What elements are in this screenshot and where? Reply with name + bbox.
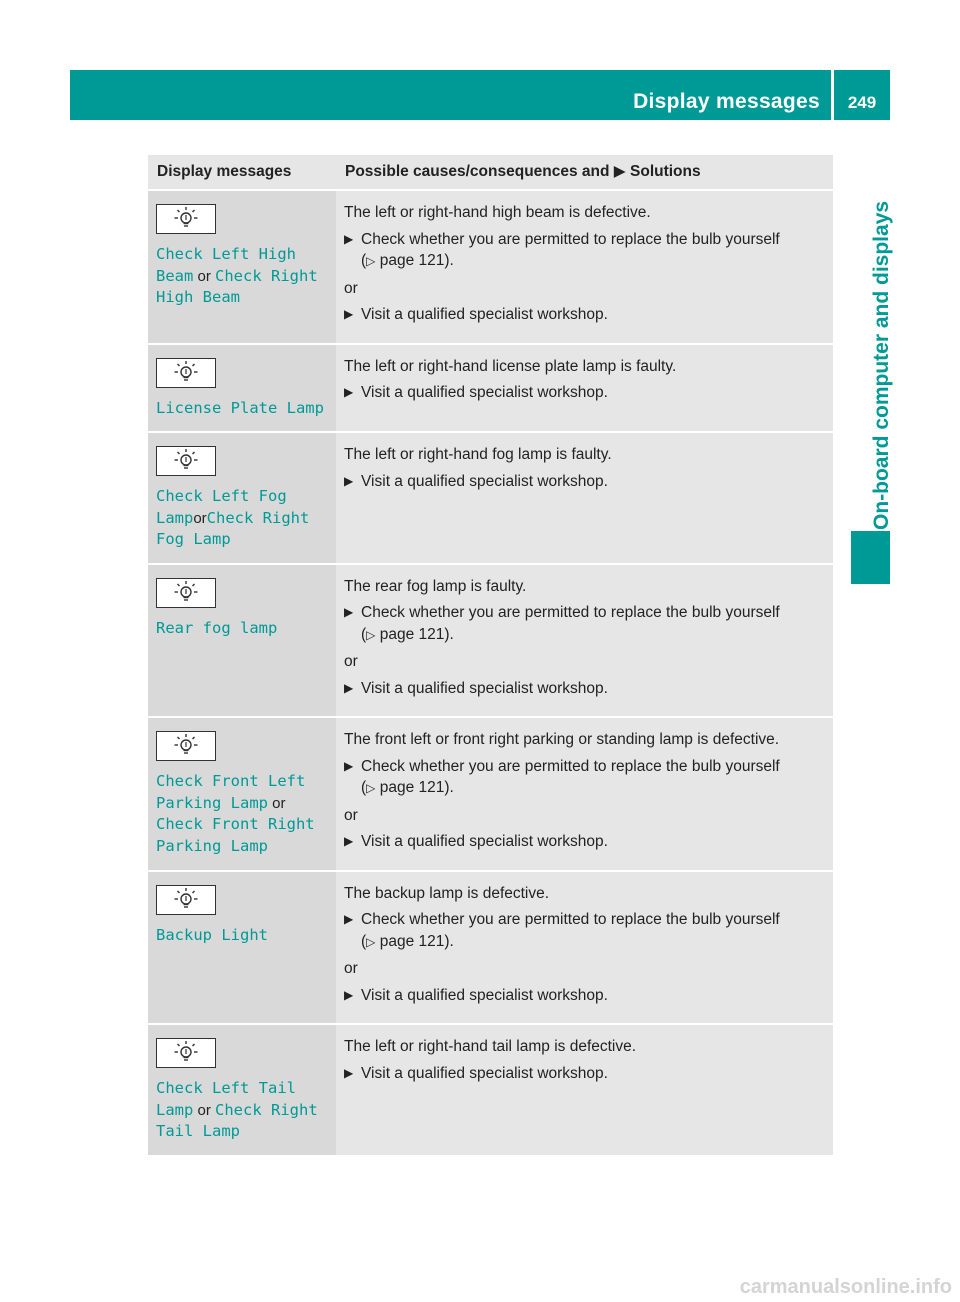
bulb-icon bbox=[156, 204, 216, 234]
triangle-right-icon: ▶ bbox=[344, 605, 354, 619]
cause-text: The front left or front right parking or standing lamp is defective. bbox=[344, 731, 780, 748]
step-text: Visit a qualified specialist workshop. bbox=[361, 472, 608, 490]
message-cell bbox=[148, 871, 336, 1025]
display-message bbox=[156, 925, 330, 947]
message-code: Check Right High Beam bbox=[156, 266, 318, 306]
triangle-right-icon: ▶ bbox=[344, 680, 354, 695]
page-reference[interactable]: (▷ page 121). bbox=[361, 932, 454, 950]
page-reference-text: page 121). bbox=[379, 932, 454, 950]
message-code: Check Left Tail Lamp bbox=[156, 1079, 296, 1119]
step-text: Check whether you are permitted to replace the bulb yourself bbox=[361, 604, 780, 621]
page-reference[interactable]: (▷ page 121). bbox=[361, 779, 454, 796]
cause-text: The left or right-hand high beam is defective. bbox=[344, 204, 651, 221]
solution-step bbox=[344, 471, 829, 493]
message-code: Check Front Right Parking Lamp bbox=[156, 815, 315, 855]
solution-cell bbox=[336, 432, 833, 564]
solution-step bbox=[344, 756, 829, 800]
solution-step bbox=[344, 909, 829, 953]
cause-text: The backup lamp is defective. bbox=[344, 884, 550, 902]
message-code: License Plate Lamp bbox=[156, 398, 324, 417]
bulb-icon bbox=[156, 578, 216, 608]
column-header-solutions: Possible causes/consequences and ▶ Solutions bbox=[336, 155, 833, 190]
bulb-icon bbox=[156, 885, 216, 915]
step-text: Check whether you are permitted to replace the bulb yourself bbox=[361, 911, 780, 928]
display-message bbox=[156, 771, 330, 857]
or-text: or bbox=[344, 279, 358, 297]
solution-cell bbox=[336, 1024, 833, 1156]
bulb-icon bbox=[156, 731, 216, 761]
triangle-right-icon: ▶ bbox=[344, 987, 354, 1002]
table-row bbox=[148, 190, 833, 344]
table-row bbox=[148, 432, 833, 564]
or-separator: or bbox=[193, 1101, 216, 1119]
cause-text: The left or right-hand fog lamp is faulty. bbox=[344, 446, 612, 463]
table-row bbox=[148, 871, 833, 1025]
message-code: Check Right Fog Lamp bbox=[156, 508, 310, 548]
triangle-right-icon: ▶ bbox=[344, 1065, 354, 1080]
page-reference[interactable]: (▷ page 121). bbox=[361, 252, 454, 269]
or-text: or bbox=[344, 960, 358, 977]
triangle-right-outline-icon: ▷ bbox=[366, 254, 376, 268]
solution-cell bbox=[336, 564, 833, 718]
step-text: Visit a qualified specialist workshop. bbox=[361, 679, 608, 697]
solution-step bbox=[344, 382, 829, 404]
step-text: Check whether you are permitted to replace the bulb yourself bbox=[361, 230, 780, 248]
page-header bbox=[70, 70, 890, 120]
message-code: Rear fog lamp bbox=[156, 618, 278, 637]
triangle-right-icon: ▶ bbox=[344, 307, 354, 321]
display-message bbox=[156, 244, 330, 309]
display-message bbox=[156, 398, 330, 420]
solution-step bbox=[344, 229, 829, 273]
step-text: Visit a qualified specialist workshop. bbox=[361, 833, 608, 850]
message-code: Check Right Tail Lamp bbox=[156, 1100, 318, 1140]
or-separator: or bbox=[193, 509, 207, 527]
or-text: or bbox=[344, 806, 358, 824]
triangle-right-icon: ▶ bbox=[344, 231, 354, 246]
page-reference[interactable]: (▷ page 121). bbox=[361, 625, 454, 643]
message-cell bbox=[148, 190, 336, 344]
triangle-right-icon: ▶ bbox=[344, 385, 354, 399]
or-separator: or bbox=[193, 267, 216, 285]
solution-cell bbox=[336, 190, 833, 344]
cause-text: The left or right-hand tail lamp is defective. bbox=[344, 1038, 637, 1055]
message-cell bbox=[148, 1024, 336, 1156]
solution-step bbox=[344, 1063, 829, 1085]
display-message bbox=[156, 486, 330, 551]
cause-text: The left or right-hand license plate lamp is faulty. bbox=[344, 357, 677, 375]
cause-text: The rear fog lamp is faulty. bbox=[344, 577, 527, 595]
table-header-row bbox=[148, 155, 833, 190]
solution-step bbox=[344, 678, 829, 700]
step-text: Visit a qualified specialist workshop. bbox=[361, 1064, 608, 1082]
watermark: carmanualsonline.info bbox=[739, 1276, 952, 1298]
solution-step bbox=[344, 304, 829, 326]
bulb-icon bbox=[156, 446, 216, 476]
message-code: Backup Light bbox=[156, 925, 268, 944]
page-reference-text: page 121). bbox=[379, 252, 454, 269]
table-row bbox=[148, 564, 833, 718]
solution-step bbox=[344, 985, 829, 1007]
message-cell bbox=[148, 564, 336, 718]
side-tab-label: On-board computer and displays bbox=[870, 200, 893, 530]
triangle-right-outline-icon: ▷ bbox=[366, 627, 376, 642]
table-row bbox=[148, 1024, 833, 1156]
message-code: Check Left High Beam bbox=[156, 245, 296, 285]
message-cell bbox=[148, 344, 336, 433]
triangle-right-outline-icon: ▷ bbox=[366, 934, 376, 949]
solution-cell bbox=[336, 717, 833, 871]
or-text: or bbox=[344, 653, 358, 670]
triangle-right-icon: ▶ bbox=[344, 912, 354, 926]
triangle-right-icon: ▶ bbox=[344, 834, 354, 848]
message-code: Check Left Fog Lamp bbox=[156, 487, 287, 527]
step-text: Visit a qualified specialist workshop. bbox=[361, 306, 608, 323]
step-text: Visit a qualified specialist workshop. bbox=[361, 384, 608, 401]
solution-cell bbox=[336, 871, 833, 1025]
bulb-icon bbox=[156, 1038, 216, 1068]
triangle-right-icon: ▶ bbox=[344, 473, 354, 488]
solution-cell bbox=[336, 344, 833, 433]
header-title: Display messages bbox=[633, 90, 820, 113]
page-reference-text: page 121). bbox=[379, 625, 454, 643]
message-code: Check Front Left Parking Lamp bbox=[156, 772, 306, 812]
step-text: Check whether you are permitted to replace the bulb yourself bbox=[361, 757, 780, 775]
triangle-right-icon: ▶ bbox=[344, 758, 354, 773]
page-number: 249 bbox=[847, 93, 877, 112]
solution-step bbox=[344, 831, 829, 853]
or-separator: or bbox=[267, 794, 286, 812]
display-messages-table bbox=[148, 155, 833, 1157]
step-text: Visit a qualified specialist workshop. bbox=[361, 986, 608, 1004]
display-message bbox=[156, 618, 330, 640]
bulb-icon bbox=[156, 358, 216, 388]
table-row bbox=[148, 717, 833, 871]
message-cell bbox=[148, 717, 336, 871]
page-reference-text: page 121). bbox=[379, 779, 454, 796]
triangle-right-outline-icon: ▷ bbox=[366, 781, 376, 795]
side-tab-marker bbox=[851, 531, 890, 584]
display-message bbox=[156, 1078, 330, 1143]
solution-step bbox=[344, 602, 829, 646]
column-header-messages: Display messages bbox=[148, 155, 336, 190]
message-cell bbox=[148, 432, 336, 564]
table-row bbox=[148, 344, 833, 433]
